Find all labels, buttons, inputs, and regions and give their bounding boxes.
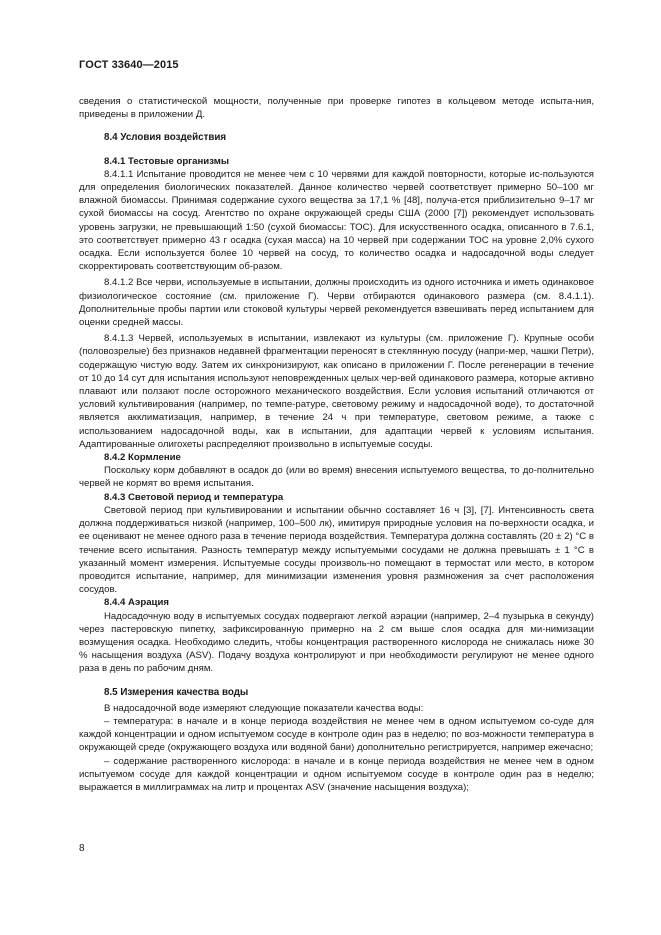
- intro-paragraph: сведения о статистической мощности, полученные при проверке гипотез в кольцевом методе испыта-ния, приведены в приложении Д.: [79, 96, 594, 121]
- section-8-4-3-heading: 8.4.3 Световой период и температура: [104, 491, 284, 503]
- standard-header: ГОСТ 33640—2015: [79, 59, 179, 71]
- paragraph-8-5-intro: В надосадочной воде измеряют следующие показатели качества воды:: [104, 702, 424, 714]
- page-number: 8: [79, 843, 85, 854]
- paragraph-8-4-1-2: 8.4.1.2 Все черви, используемые в испытании, должны происходить из одного источника и иметь одинаковое физиологическое состояние (см. приложение Г). Черви отбираются одинакового размера (см. 8.4.1.1). Дополнительные пробы партии или стоковой культуры червей рекомендуется взвешивать перед испытанием для оценки средней массы.: [79, 277, 594, 329]
- list-item-temperature: – температура: в начале и в конце периода воздействия не менее чем в одном испытуемом со-суде для каждой концентрации и одном испытуемом сосуде в контроле один раз в неделю; по воз-можности температура в окружающей среде (окружающего воздуха или водяной бани) дополнительно регистрируется, например ежечасно;: [79, 715, 594, 754]
- paragraph-8-4-2: Поскольку корм добавляют в осадок до (или во время) внесения испытуемого вещества, то до-полнительно червей не кормят во время испытания.: [79, 465, 594, 490]
- section-8-4-1-heading: 8.4.1 Тестовые организмы: [104, 155, 230, 167]
- paragraph-8-4-1-1: 8.4.1.1 Испытание проводится не менее чем с 10 червями для каждой повторности, которые ис-пользуются для определения биологических показателей. Данное количество червей соответствует примерно 50–100 мг влажной биомассы. Принимая содержание сухого вещества за 17,1 % [48], получа-ется приблизительно 9–17 мг сухой биомассы на сосуд. Агентство по охране окружающей среды США (2000 [7]) рекомендует использовать уровень загрузки, не превышающий 1:50 (сухой биомассы: ТОС). Для искусственного осадка, описанного в 7.6.1, это соответствует примерно 43 г осадка (сухая масса) на 10 червей при содержании ТОС на уровне 2,0% сухого осадка. Если используется более 10 червей на сосуд, то количество осадка и надосадочной воды следует скорректировать соответствующим об-разом.: [79, 168, 594, 273]
- section-8-4-4-heading: 8.4.4 Аэрация: [104, 597, 169, 609]
- paragraph-8-4-4: Надосадочную воду в испытуемых сосудах подвергают легкой аэрации (например, 2–4 пузырька в секунду) через пастеровскую пипетку, зафиксированную примерно на 2 см выше слоя осадка для ми-нимизации возмущения осадка. Необходимо следить, чтобы концентрация растворенного кислорода не снижалась ниже 30 % насыщения воздуха (ASV). Подачу воздуха контролируют и при необходимости регулируют не менее одного раза в день по рабочим дням.: [79, 610, 594, 675]
- section-8-5-heading: 8.5 Измерения качества воды: [104, 686, 249, 698]
- paragraph-8-4-3: Световой период при культивировании и испытании обычно составляет 16 ч [3], [7]. Интенсивность света должна поддерживаться низкой (например, 100–500 лк), имитируя природные условия на по-верхности осадка, и ее оценивают не менее одного раза в течение периода воздействия. Температура должна составлять (20 ± 2) °С в течение всего испытания. Разность температур между испытуемыми сосудами не должна превышать ± 1 °С в указанный момент измерения. Испытуемые сосуды произволь-но помещают в термостат или место, в котором проводится испытание, например, для минимизации изменения уровня размножения за счет расположения сосудов.: [79, 504, 594, 596]
- section-8-4-heading: 8.4 Условия воздействия: [104, 132, 227, 144]
- paragraph-8-4-1-3: 8.4.1.3 Червей, используемых в испытании, извлекают из культуры (см. приложение Г). Крупные особи (половозрелые) без признаков недавней фрагментации переносят в стеклянную посуду (напри-мер, чашки Петри), содержащую чистую воду. Затем их синхронизируют, как описано в приложении Г. После регенерации в течение от 10 до 14 сут для испытания используют неповрежденных целых чер-вей одинакового размера, которые активно плавают или ползают после осторожного механического воздействия. Если условия испытаний отличаются от условий культивирования (например, по темпе-ратуре, световому режиму и надосадочной воде), то достаточной является акклиматизация, например, в течение 24 ч при температуре, световом режиме, а также с использованием надосадочной воды, как в испытании, для адаптации червей к условиям испытания. Адаптированные олигохеты распределяют произвольно в испытуемые сосуды.: [79, 333, 594, 450]
- list-item-dissolved-oxygen: – содержание растворенного кислорода: в начале и в конце периода воздействия не менее чем в одном испытуемом сосуде для каждой концентрации и одном испытуемом сосуде в контроле один раз в неделю; выражается в миллиграммах на литр и процентах ASV (значение насыщения воздуха);: [79, 755, 594, 793]
- document-body: [79, 95, 594, 794]
- section-8-4-2-heading: 8.4.2 Кормление: [104, 452, 181, 464]
